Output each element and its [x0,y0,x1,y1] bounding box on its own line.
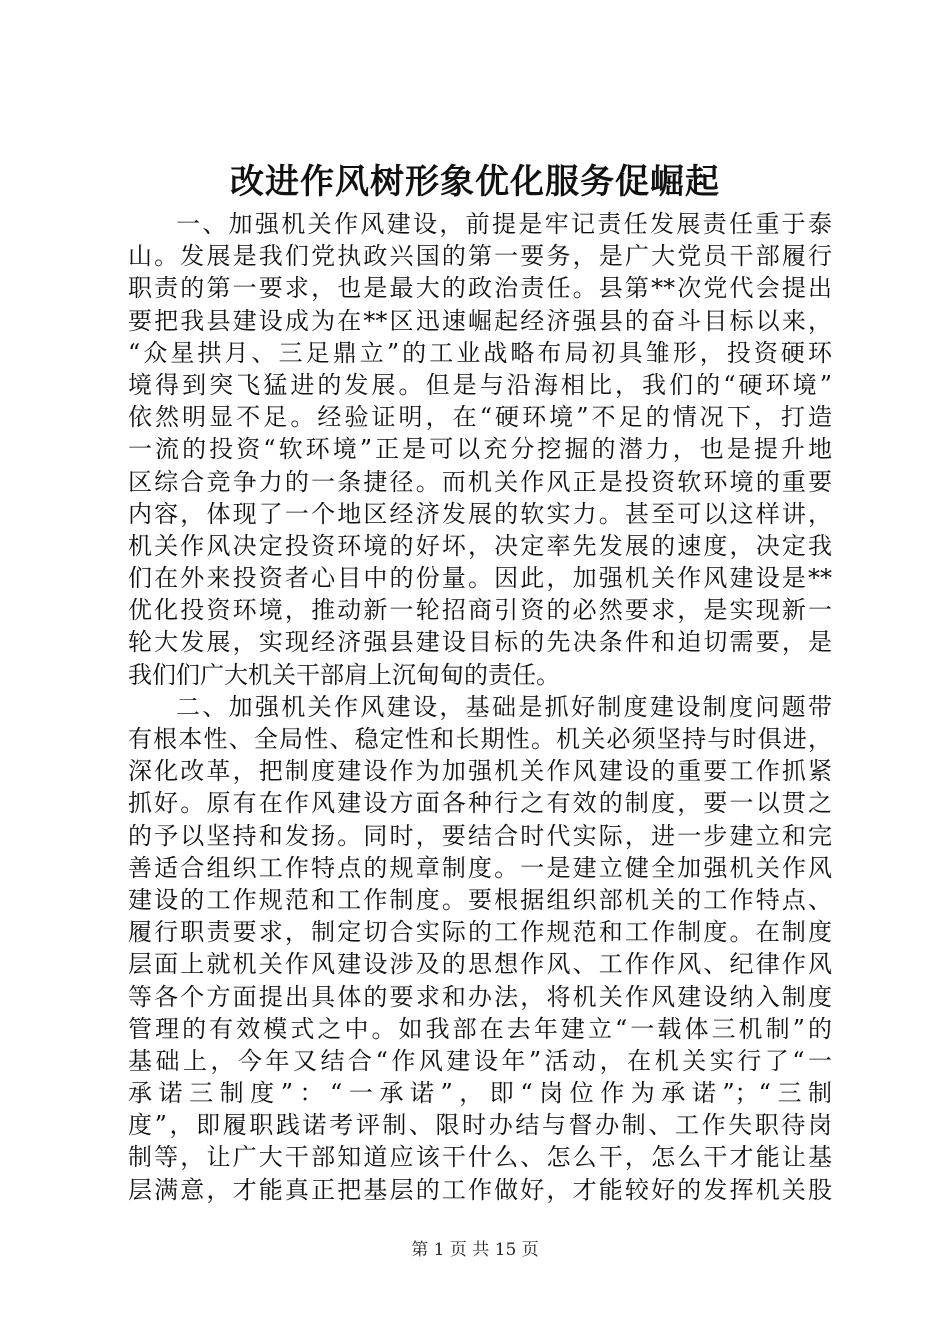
text-line: 山。发展是我们党执政兴国的第一要务，是广大党员干部履行 [128,242,832,271]
text-line: 优化投资环境，推动新一轮招商引资的必然要求，是实现新一 [128,596,832,625]
text-line: 内容，体现了一个地区经济发展的软实力。甚至可以这样讲， [128,499,832,528]
text-line: 基础上，今年又结合“作风建设年”活动，在机关实行了“一 [128,1046,832,1075]
text-line: “众星拱月、三足鼎立”的工业战略布局初具雏形，投资硬环 [128,338,832,367]
paragraph-2 [128,691,832,1206]
text-line: 善适合组织工作特点的规章制度。一是建立健全加强机关作风 [128,853,832,882]
text-line: 一流的投资“软环境”正是可以充分挖掘的潜力，也是提升地 [128,435,832,464]
text-line: 我们们广大机关干部肩上沉甸甸的责任。 [128,660,560,689]
text-line: 二、加强机关作风建设，基础是抓好制度建设制度问题带 [176,692,832,721]
text-line: 层满意，才能真正把基层的工作做好，才能较好的发挥机关股 [128,1175,832,1204]
text-line: 的予以坚持和发扬。同时，要结合时代实际，进一步建立和完 [128,821,832,850]
text-line: 职责的第一要求，也是最大的政治责任。县第**次党代会提出 [128,274,832,303]
text-line: 有根本性、全局性、稳定性和长期性。机关必须坚持与时俱进， [128,725,832,753]
paragraph-1 [128,208,832,691]
text-line: 要把我县建设成为在**区迅速崛起经济强县的奋斗目标以来， [128,306,832,335]
text-line: 抓好。原有在作风建设方面各种行之有效的制度，要一以贯之 [128,789,832,818]
text-line: 深化改革，把制度建设作为加强机关作风建设的重要工作抓紧 [128,757,832,786]
page-footer: 第 1 页 共 15 页 [411,1240,539,1260]
text-line: 轮大发展，实现经济强县建设目标的先决条件和迫切需要，是 [128,628,832,657]
text-line: 承诺三制度”：“一承诺”，即“岗位作为承诺”；“三制 [128,1079,832,1108]
text-line: 机关作风决定投资环境的好坏，决定率先发展的速度，决定我 [128,531,832,560]
document-title: 改进作风树形象优化服务促崛起 [230,162,720,202]
text-line: 境得到突飞猛进的发展。但是与沿海相比，我们的“硬环境” [128,370,832,399]
text-line: 区综合竞争力的一条捷径。而机关作风正是投资软环境的重要 [128,467,832,496]
text-line: 履行职责要求，制定切合实际的工作规范和工作制度。在制度 [128,918,832,947]
text-line: 等各个方面提出具体的要求和办法，将机关作风建设纳入制度 [128,982,832,1011]
text-line: 们在外来投资者心目中的份量。因此，加强机关作风建设是** [128,564,832,593]
document-body [128,208,832,1206]
text-line: 度”，即履职践诺考评制、限时办结与督办制、工作失职待岗 [128,1111,832,1140]
text-line: 制等，让广大干部知道应该干什么、怎么干，怎么干才能让基 [128,1143,832,1172]
text-line: 建设的工作规范和工作制度。要根据组织部机关的工作特点、 [128,885,832,914]
text-line: 一、加强机关作风建设，前提是牢记责任发展责任重于泰 [176,210,832,238]
text-line: 管理的有效模式之中。如我部在去年建立“一载体三机制”的 [128,1014,832,1043]
text-line: 层面上就机关作风建设涉及的思想作风、工作作风、纪律作风 [128,950,832,979]
text-line: 依然明显不足。经验证明，在“硬环境”不足的情况下，打造 [128,403,832,432]
